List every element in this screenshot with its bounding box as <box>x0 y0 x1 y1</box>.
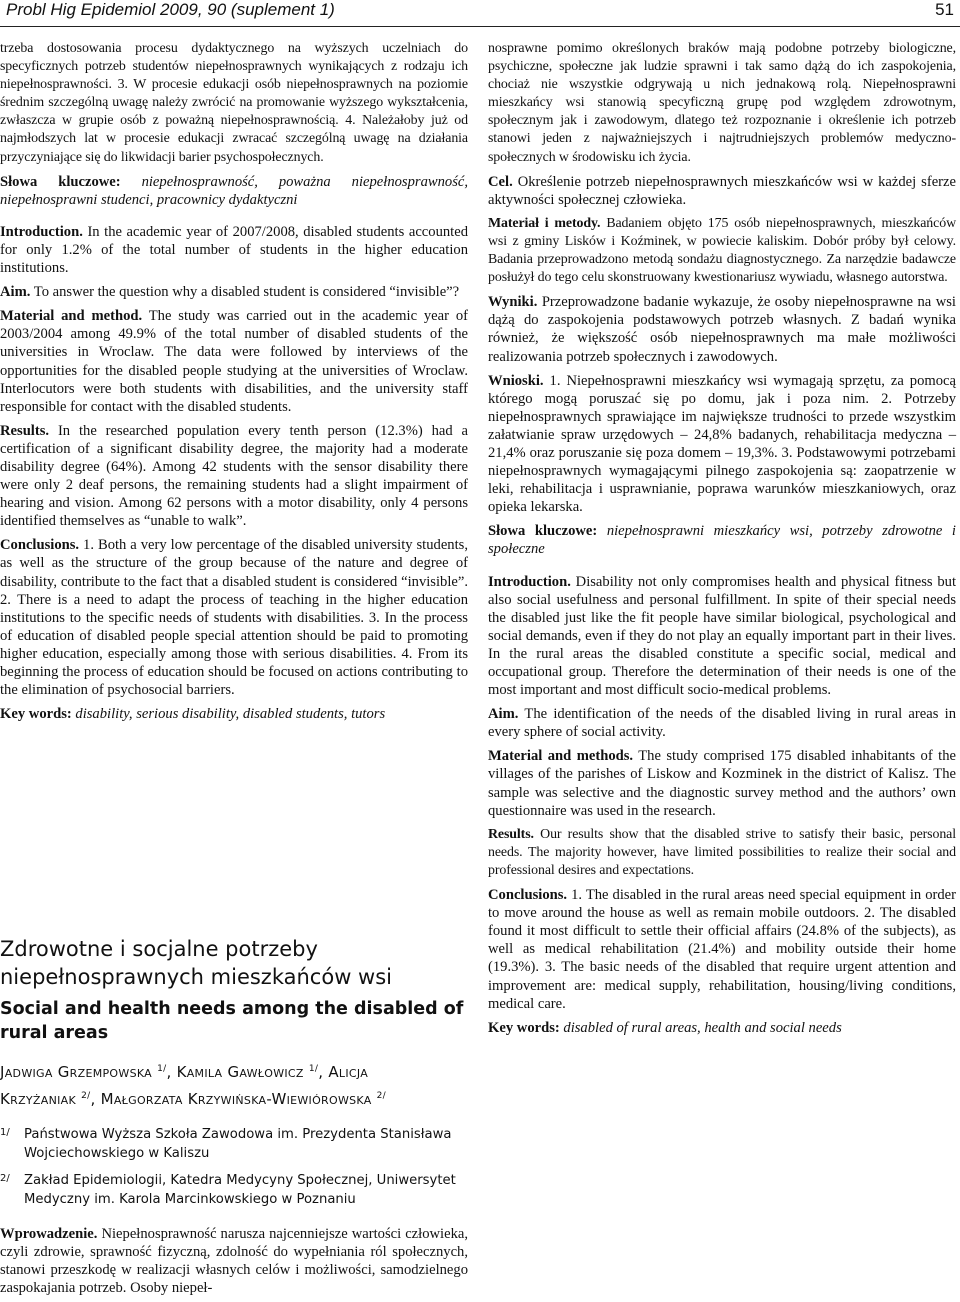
section-label: Cel. <box>488 173 513 190</box>
page-header <box>0 0 960 27</box>
section-label: Wyniki. <box>488 294 538 311</box>
section-text: To answer the question why a disabled student is considered “invisible”? <box>33 284 460 301</box>
author-list: Jadwiga Grzempowska $^{1/}$, Kamila Gawłowicz $^{1/}$, Alicja Krzyżaniak $^{2/}$, Małgorzata Krzywińska-Wiewiórowska $^{2/}$ <box>0 1063 386 1108</box>
keywords-label: Key words: <box>0 706 72 723</box>
wnioski-paragraph <box>488 372 956 517</box>
section-text: Our results show that the disabled strive to satisfy their basic, personal needs. The majority however, have limited possibilities to realize their social and professional desires and expectations. <box>488 826 957 878</box>
section-text: In the researched population every tenth person (12.3%) had a certification of a significant disability degree, the majority had a moderate disability degree (64%). Among 42 students with the sensor disability there were only 2 deaf persons, the remaining students had a slight impairment of hearing and vision. Among 62 persons with a motor disability, only 4 persons identified themselves as “unable to walk”. <box>0 422 468 530</box>
section-label: Aim. <box>0 284 31 301</box>
affiliation-mark: 1/ <box>0 1127 10 1138</box>
conclusions-paragraph <box>0 536 468 699</box>
wyniki-paragraph <box>488 293 956 365</box>
affiliation-mark: 2/ <box>81 1091 91 1101</box>
abstract-pl-intro: nosprawne pomimo określonych braków mają podobne potrzeby biologiczne, psychiczne, społeczne jak ludzie sprawni i tak samo dążą do ich zaspokojenia, chociaż nie wszystkie odgrywają u nich jednakową rolą. Niepełnosprawni mieszkańcy wsi stanowią specyficzną grupę pod względem zdrowotnym, społecznym jak i zawodowym, dlatego też rozpoznanie i określenie ich potrzeb stanowi jeden z najważniejszych i najtrudniejszych problemów medyczno-społecznych w środowisku ich życia. <box>488 41 956 165</box>
keywords-text: niepełnosprawni mieszkańcy wsi, potrzeby zdrowotne i społeczne <box>488 523 956 558</box>
keywords-text: disability, serious disability, disabled students, tutors <box>75 706 386 723</box>
section-label: Results. <box>0 422 50 439</box>
intro-paragraph <box>0 223 468 277</box>
keywords-en <box>0 705 468 723</box>
affiliation-mark: 1/ <box>308 1064 319 1074</box>
section-label: Results. <box>488 826 534 842</box>
affiliation-2 <box>0 1171 470 1209</box>
materialy-paragraph <box>488 215 956 287</box>
keywords-pl <box>0 173 468 209</box>
affiliation-mark: 1/ <box>157 1064 167 1074</box>
section-text: Przeprowadzone badanie wykazuje, że osoby niepełnosprawne na wsi dążą do zaspokojenia podstawowych potrzeb własnych. Z badań wynika również, że większość osób niepełnosprawnych ma małe możliwości realizowania potrzeb społecznych i zawodowych. <box>488 294 956 365</box>
section-label: Materiał i metody. <box>488 215 601 231</box>
keywords-label: Key words: <box>488 1019 560 1036</box>
section-label: Conclusions. <box>488 887 568 904</box>
keywords-pl <box>488 522 956 558</box>
results-paragraph <box>488 826 956 880</box>
keywords-label: Słowa kluczowe: <box>488 523 598 540</box>
left-column <box>0 40 468 729</box>
section-text: Badaniem objęto 175 osób niepełnosprawnych, mieszkańców wsi z gminy Lisków i Koźminek, w powiecie kaliskim. Dobór próby był celowy. Badania przeprowadzono metodą sondażu diagnostycznego. Za narzędzie badawcze posłużył do tego celu skonstruowany kwestionariusz wywiadu, własnego autorstwa. <box>488 215 956 286</box>
keywords-label: Słowa kluczowe: <box>0 173 121 190</box>
section-label: Introduction. <box>488 573 571 590</box>
affiliation-1 <box>0 1125 470 1163</box>
section-label: Material and method. <box>0 308 143 325</box>
right-column <box>488 40 956 1043</box>
cel-paragraph <box>488 173 956 209</box>
journal-citation: Probl Hig Epidemiol 2009, 90 (suplement 1) <box>6 0 335 19</box>
section-text: In the academic year of 2007/2008, disabled students accounted for only 1.2% of the total number of students in the higher education institutions. <box>0 223 469 277</box>
section-text: The study was carried out in the academic year of 2003/2004 among 49.9% of the total number of disabled students of the universities in Wroclaw. The data were followed by interviews of the opportunities for the disabled people studying at the universities of Wroclaw. Interlocutors were both students with disabilities, and the university staff responsible for contact with the disabled students. <box>0 308 468 415</box>
section-text: The identification of the needs of the disabled living in rural areas in every sphere of social activity. <box>488 706 957 741</box>
abstract-pl-continuation: trzeba dostosowania procesu dydaktycznego na wyższych uczelniach do specyficznych potrzeb studentów niepełnosprawnych wynikających z rodzaju ich niepełnosprawności. 3. W procesie edukacji osób niepełnosprawnych na poziomie średnim szczególną uwagę należy zwrócić na promowanie wyższego wykształcenia, zwłaszcza w grupie osób z poważną niepełnosprawnością. 4. Należałoby już od najmłodszych lat w procesie edukacji zwracać szczególną uwagę na działania przyczyniające się do likwidacji barier psychospołecznych. <box>0 41 468 165</box>
article-title-block <box>0 935 470 1209</box>
author-name: Kamila Gawłowicz <box>176 1063 304 1081</box>
author-name: Krzyżaniak <box>0 1090 77 1108</box>
section-label: Wprowadzenie. <box>0 1226 98 1242</box>
results-paragraph <box>0 422 468 531</box>
aim-paragraph <box>0 283 468 301</box>
section-text: 1. The disabled in the rural areas need special equipment in order to move around the house as well as remain mobile outdoors. 2. The disabled found it most difficult to settle their official affairs (24.8% of the subjects), as well as medical rehabilitation (21.4%) and mobility outside their home (19.3%). 3. The basic needs of the disabled that require urgent attention and improvement are: medical supply, rehabilitation, housing/living conditions, medical care. <box>488 887 956 1012</box>
affiliation-mark: 2/ <box>0 1173 10 1184</box>
section-text: Disability not only compromises health and physical fitness but also social usefulness and personal fulfillment. In spite of their special needs the disabled just like the fit people have similar biological, psychological and social demands, even if they do not play an equally important part in their lives. In the rural areas the disabled constitute a specific social, medical and occupational group. Therefore the determination of their needs is one of the most important and most difficult socio-medical problems. <box>488 573 957 699</box>
author-name: Alicja <box>328 1063 369 1081</box>
section-text: Określenie potrzeb niepełnosprawnych mieszkańców wsi w każdej sferze aktywności społecznej człowieka. <box>488 173 956 208</box>
article-title-pl: Zdrowotne i socjalne potrzeby niepełnosprawnych mieszkańców wsi <box>0 937 392 989</box>
section-text: 1. Both a very low percentage of the disabled university students, as well as the structure of the group because of the nature and degree of disability, contribute to the fact that a disabled student is considered “invisible”. 2. There is a need to adapt the process of teaching in the higher education institutions to the specific needs of students with disabilities. 3. In the process of education of disabled people special attention should be paid to promoting higher education, especially among those with serious disabilities. 4. From its beginning the process of education should be focused on actions contributing to the elimination of psychosocial barriers. <box>0 537 468 699</box>
section-text: 1. Niepełnosprawni mieszkańcy wsi wymagają sprzętu, za pomocą którego mogą poruszać się po domu, jak i poza nim. 2. Potrzeby niepełnosprawnych sprawiające im największe trudności to przede wszystkim załatwianie spraw urzędowych – 24,8% badanych, rehabilitacja medyczna – 21,4% oraz poruszanie się poza domem – 19,3%. 3. Podstawowymi potrzebami niepełnosprawnych wymagającymi pilnego zaspokojenia są: zaopatrzenie w leki, rehabilitacja i usprawnianie, poprawa warunków mieszkaniowych, oraz opieka lekarska. <box>488 372 956 516</box>
author-name: Jadwiga Grzempowska <box>0 1063 152 1081</box>
author-name: Małgorzata Krzywińska-Wiewiórowska <box>100 1090 372 1108</box>
keywords-text: disabled of rural areas, health and social needs <box>563 1019 842 1036</box>
intro-paragraph <box>488 573 956 700</box>
keywords-en <box>488 1019 956 1037</box>
section-label: Aim. <box>488 706 519 723</box>
keywords-text: niepełnosprawność, poważna niepełnosprawność, niepełnosprawni studenci, pracownicy dydaktyczni <box>0 173 468 208</box>
aim-paragraph <box>488 705 956 741</box>
page-number: 51 <box>935 0 954 19</box>
affiliation-text: Państwowa Wyższa Szkoła Zawodowa im. Prezydenta Stanisława Wojciechowskiego w Kaliszu <box>24 1127 452 1161</box>
section-label: Material and methods. <box>488 748 634 765</box>
method-paragraph <box>488 747 956 819</box>
conclusions-paragraph <box>488 886 956 1013</box>
section-text: The study comprised 175 disabled inhabitants of the villages of the parishes of Liskow and Kozminek in the district of Kalisz. The sample was selective and the diagnostic survey method and the authors’ own questionnaire was used in the research. <box>488 748 956 819</box>
affiliation-mark: 2/ <box>376 1091 386 1101</box>
method-paragraph <box>0 307 468 416</box>
article-title-en: Social and health needs among the disabled of rural areas <box>0 999 464 1043</box>
affiliation-text: Zakład Epidemiologii, Katedra Medycyny Społecznej, Uniwersytet Medyczny im. Karola Marcinkowskiego w Poznaniu <box>24 1173 456 1207</box>
section-label: Introduction. <box>0 223 83 240</box>
wprowadzenie-paragraph <box>0 1225 468 1297</box>
section-label: Wnioski. <box>488 372 544 389</box>
section-label: Conclusions. <box>0 537 80 554</box>
section-text: Niepełnosprawność narusza najcenniejsze wartości człowieka, czyli zdrowie, sprawność fizyczną, zdolność do wypełniania ról społecznych, stanowi przeszkodę w realizacji własnych celów i możliwości, samodzielnego zaspokajania potrzeb. Osoby niepeł- <box>0 1226 468 1297</box>
